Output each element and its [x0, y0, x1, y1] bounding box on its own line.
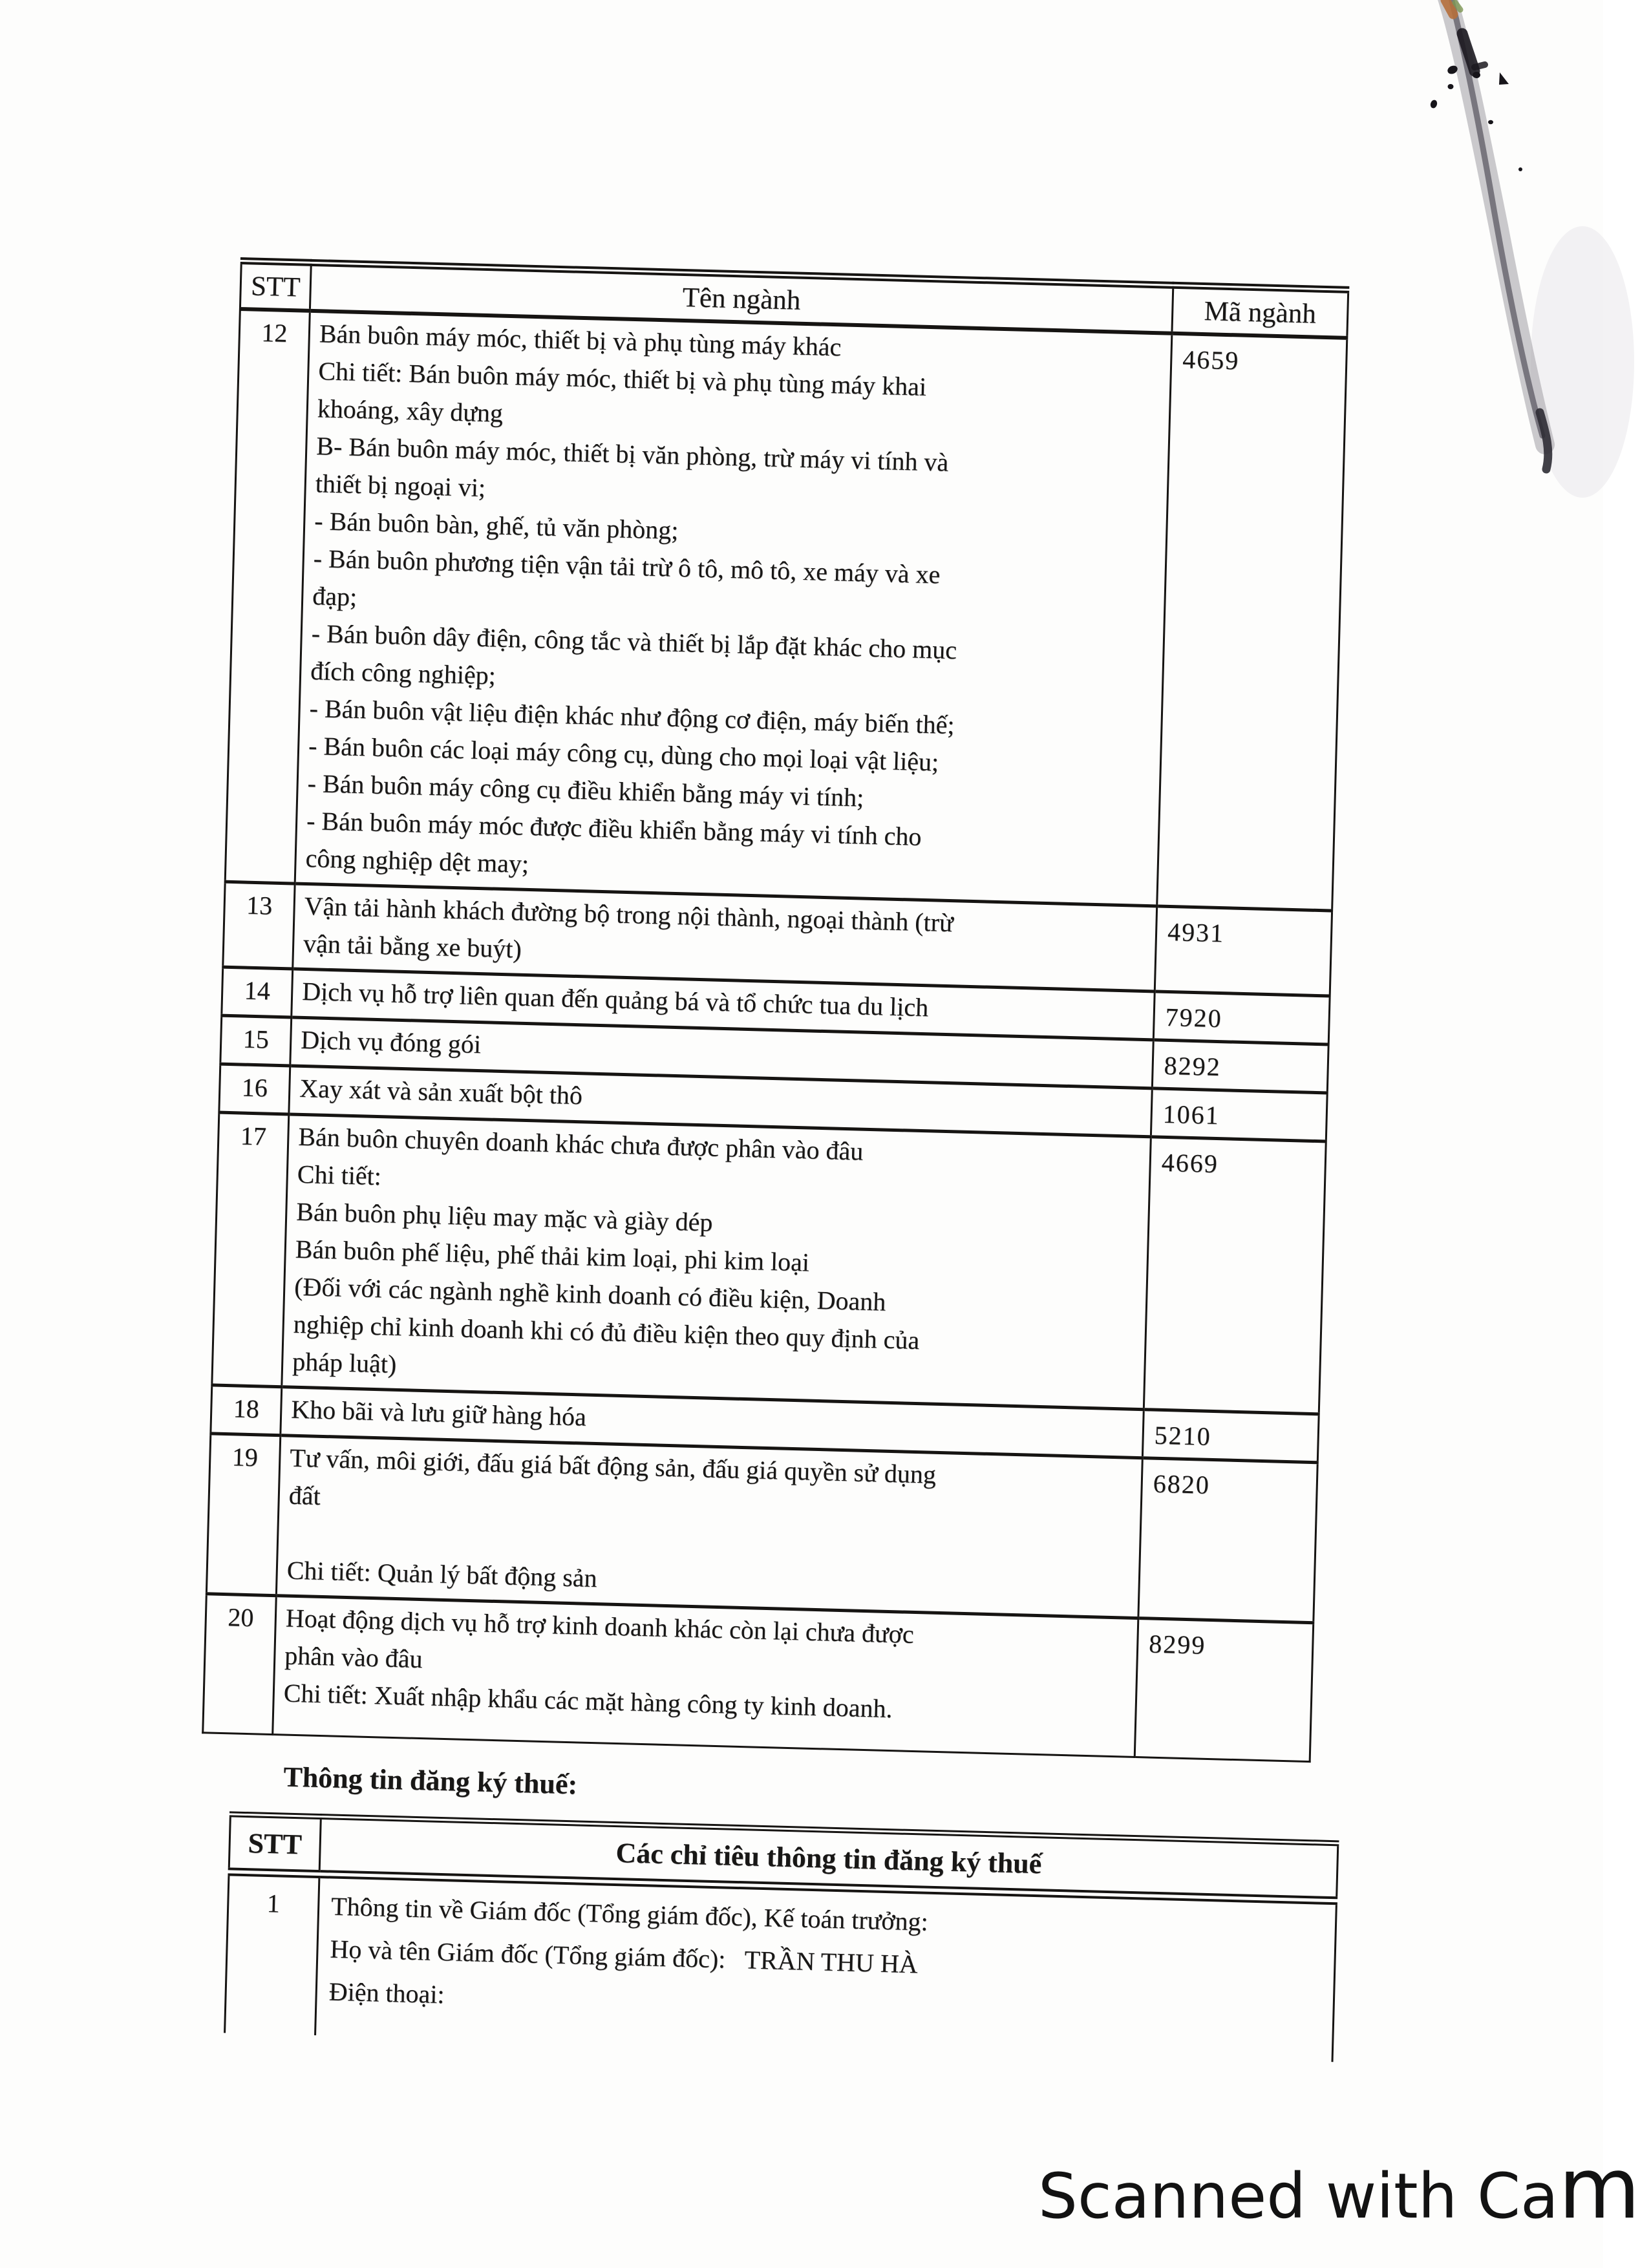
- industry-row-name: Tư vấn, môi giới, đấu giá bất động sản, đấu giá quyền sử dụng đất Chi tiết: Quản lý bất động sản: [276, 1436, 1142, 1618]
- industry-row-code: 1061: [1151, 1088, 1327, 1141]
- tax-info-table: [224, 1811, 1339, 2062]
- industry-row-name: Dịch vụ hỗ trợ liên quan đến quảng bá và tổ chức tua du lịch: [292, 969, 1155, 1040]
- tax-section-heading: Thông tin đăng ký thuế:: [282, 1761, 578, 1801]
- industry-row-number: 19: [206, 1434, 280, 1596]
- industry-row-number: 14: [222, 967, 293, 1017]
- industry-row-name: Bán buôn máy móc, thiết bị và phụ tùng máy khác Chi tiết: Bán buôn máy móc, thiết bị và phụ tùng máy khai khoáng, xây dựng B- Bán buôn máy móc, thiết bị văn phòng, trừ máy vi tính và thiết bị ngoại vi; - Bán buôn bàn, ghế, tủ văn phòng; - Bán buôn phương tiện vận tải trừ ô tô, mô tô, xe máy và xe đạp; - Bán buôn dây điện, công tắc và thiết bị lắp đặt khác cho mục đích công nghiệp; - Bán buôn vật liệu điện khác như động cơ điện, máy biến thế; - Bán buôn các loại máy công cụ, dùng cho mọi loại vật liệu; - Bán buôn máy công cụ điều khiển bằng máy vi tính; - Bán buôn máy móc được điều khiển bằng máy vi tính cho công nghiệp dệt may;: [295, 311, 1172, 906]
- industry-row-code: 8292: [1152, 1040, 1328, 1093]
- industry-header-stt: STT: [240, 261, 311, 311]
- industry-row-code: 5210: [1142, 1410, 1319, 1463]
- industry-header-name: Tên ngành: [310, 262, 1173, 333]
- tax-row-content: Thông tin về Giám đốc (Tổng giám đốc), Kế toán trưởng: Họ và tên Giám đốc (Tổng giám đốc): TRẦN THU HÀ Điện thoại:: [315, 1874, 1337, 2062]
- industry-row-number: 16: [219, 1064, 290, 1114]
- camscanner-watermark-text: Scanned with Cam: [1038, 2139, 1640, 2238]
- industry-row-name: Xay xát và sản xuất bột thô: [289, 1066, 1153, 1137]
- tax-table-row: [225, 1872, 1337, 2062]
- industry-row-code: 4659: [1157, 334, 1347, 911]
- camscanner-watermark: [1038, 2139, 1640, 2238]
- industry-row-number: 18: [211, 1385, 282, 1436]
- tax-header-stt: STT: [229, 1814, 321, 1874]
- industry-row-name: Bán buôn chuyên doanh khác chưa được phân vào đâu Chi tiết: Bán buôn phụ liệu may mặc và giày dép Bán buôn phế liệu, phế thải kim loại, phi kim loại (Đối với các ngành nghề kinh doanh có điều kiện, Doanh nghiệp chỉ kinh doanh khi có đủ điều kiện theo quy định của pháp luật): [282, 1114, 1151, 1410]
- industry-row-code: 4931: [1155, 906, 1332, 996]
- industry-row-code: 6820: [1138, 1458, 1317, 1623]
- industry-table-row: [225, 309, 1347, 911]
- industry-row-number: 12: [225, 309, 310, 884]
- industry-row-name: Hoạt động dịch vụ hỗ trợ kinh doanh khác còn lại chưa được phân vào đâu Chi tiết: Xuất nhập khẩu các mặt hàng công ty kinh doanh.: [273, 1596, 1138, 1757]
- tax-row-number: 1: [225, 1872, 319, 2035]
- industry-header-code: Mã ngành: [1172, 285, 1348, 338]
- scanned-sheet: [194, 257, 1349, 2061]
- industry-row-number: 13: [223, 882, 295, 969]
- industry-table-body: [203, 309, 1347, 1762]
- industry-row-number: 17: [212, 1112, 289, 1387]
- industry-table-row: [203, 1594, 1314, 1762]
- industry-row-code: 4669: [1144, 1137, 1326, 1414]
- industry-row-code: 8299: [1134, 1618, 1314, 1762]
- industry-row-name: Vận tải hành khách đường bộ trong nội thành, ngoại thành (trừ vận tải bằng xe buýt): [293, 884, 1157, 991]
- industry-row-code: 7920: [1153, 991, 1330, 1044]
- industry-row-name: Kho bãi và lưu giữ hàng hóa: [281, 1387, 1144, 1458]
- tax-header-criteria: Các chỉ tiêu thông tin đăng ký thuế: [319, 1817, 1338, 1901]
- industry-table: [202, 257, 1349, 1763]
- industry-row-number: 15: [220, 1015, 292, 1066]
- industry-row-number: 20: [203, 1594, 277, 1735]
- tax-table-body: [225, 1872, 1337, 2062]
- industry-row-name: Dịch vụ đóng gói: [290, 1017, 1154, 1088]
- industry-table-row: [206, 1434, 1317, 1623]
- industry-table-row: [212, 1112, 1326, 1414]
